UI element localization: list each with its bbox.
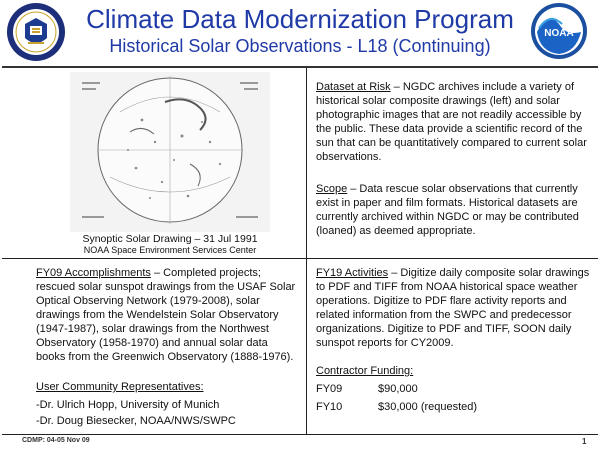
funding-row (316, 400, 594, 414)
figure-credit: NOAA Space Environment Services Center (83, 245, 257, 255)
solar-drawing-image (70, 72, 270, 232)
noaa-logo (530, 2, 588, 60)
fy09-heading: FY09 Accomplishments (36, 267, 151, 279)
funding-amount: $90,000 (378, 383, 418, 395)
fy19-section (316, 266, 594, 350)
column-divider-top (306, 68, 307, 258)
page-subtitle: Historical Solar Observations - L18 (Continuing) (109, 36, 491, 56)
scope-section (316, 182, 594, 238)
user-rep-item: -Dr. Ulrich Hopp, University of Munich (36, 399, 220, 411)
fy19-text: – Digitize daily composite solar drawings to PDF and TIFF from NOAA historical space weather operations. Digitize to PDF flare activity reports and related information from the SWPC and predecessor organizations. Digitize to PDF and TIFF, SOON daily sunspot reports for CY2009. (316, 267, 590, 349)
dataset-at-risk-text: – NGDC archives include a variety of historical solar composite drawings (left) and solar photographic images that are not readily accessible by the public. These data provide a scientific record of the sun that can be quantitatively compared to current solar observations. (316, 81, 587, 163)
user-reps-heading: User Community Representatives: (36, 381, 204, 393)
footer-label: CDMP: 04-05 Nov 09 (22, 437, 90, 444)
column-divider-bottom (306, 258, 307, 434)
funding-amount: $30,000 (requested) (378, 401, 478, 413)
dataset-at-risk-section (316, 80, 594, 164)
fy19-heading: FY19 Activities (316, 267, 389, 279)
page-number: 1 (582, 437, 587, 446)
scope-heading: Scope (316, 183, 348, 195)
funding-heading: Contractor Funding: (316, 365, 414, 377)
fy09-text: – Completed projects; rescued solar sunspot drawings from the USAF Solar Optical Observing Network (1979-2008), solar drawings from the Wendelstein Solar Observatory (1947-1987), solar drawings from the Northwest Observatory (1958-1970) and annual solar data books from the Greenwich Observatory (1888-1976). (36, 267, 296, 363)
scope-text: – Data rescue solar observations that currently exist in paper and film formats. Historical datasets are currently archived within NGDC or may be contributed (loaned) as deemed appropriate. (316, 183, 579, 237)
figure-caption: Synoptic Solar Drawing – 31 Jul 1991 (82, 233, 258, 245)
dataset-at-risk-heading: Dataset at Risk (316, 81, 391, 93)
footer-divider (2, 434, 598, 435)
commerce-seal-logo (6, 2, 66, 62)
svg-text:NOAA: NOAA (544, 28, 574, 39)
funding-row (316, 382, 594, 396)
middle-divider (2, 258, 598, 259)
user-rep-item: -Dr. Doug Biesecker, NOAA/NWS/SWPC (36, 415, 236, 427)
funding-year: FY09 (316, 383, 343, 395)
header-divider (2, 66, 598, 68)
fy09-section (36, 266, 298, 364)
funding-year: FY10 (316, 401, 343, 413)
page-title: Climate Data Modernization Program (86, 4, 514, 34)
